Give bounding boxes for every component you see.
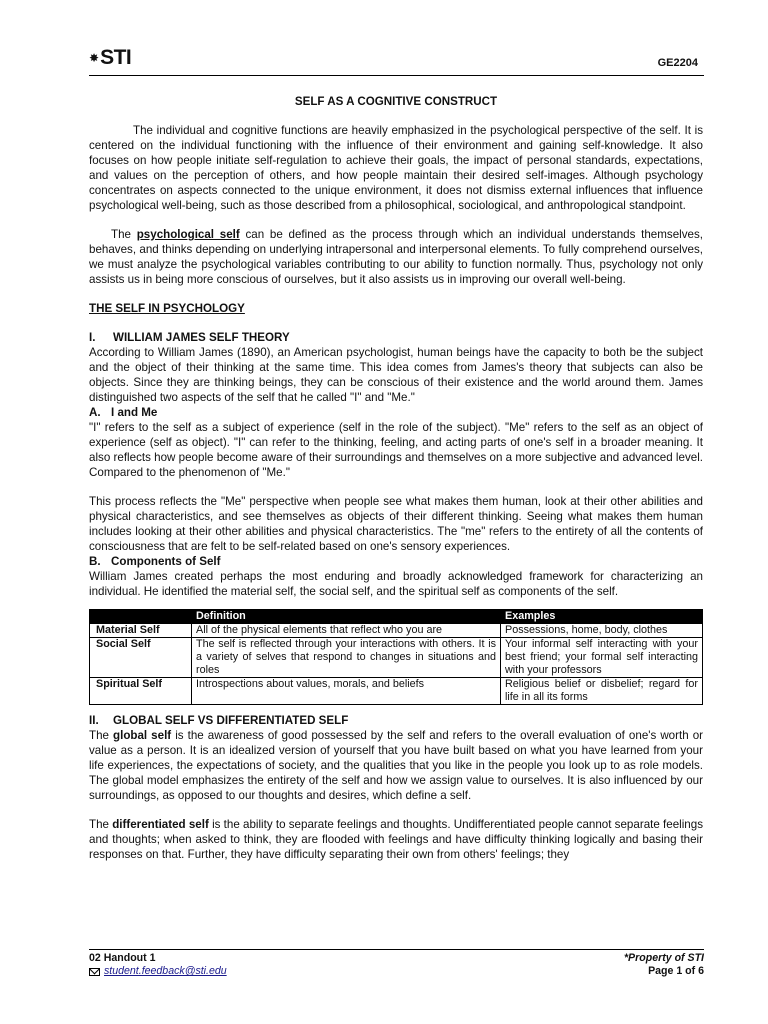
table-row [90, 678, 703, 705]
heading-william-james: I. WILLIAM JAMES SELF THEORY [89, 331, 290, 344]
i-and-me-paragraph-1: "I" refers to the self as a subject of experience (self in the role of the subject). "Me" refers to the self as an object of experience (self as object). "I" can refer to the thinking, feeling, and acting parts of one's self in a broader meaning. It also reflects how people become aware of their surroundings and themselves on a more subjective and advanced level. Compared to the phenomenon of "Me." [89, 421, 703, 479]
handout-label: 02 Handout 1 [89, 952, 156, 964]
table-cell-examples: Possessions, home, body, clothes [501, 624, 703, 638]
i-and-me-paragraph-2: This process reflects the "Me" perspective when people see what makes them human, look at their other abilities and physical characteristics, and see themselves as objects of their different thinking. Seeing what makes them human includes looking at their other abilities and physical characteristics. The "me" refers to the entirety of all the contents of consciousness that are felt to be self-related based on one's sensory experiences. [89, 495, 703, 553]
table-header-examples: Examples [501, 610, 703, 624]
subheading-components-of-self: B. Components of Self [89, 555, 221, 568]
logo-text: STI [100, 46, 132, 69]
footer-right [624, 952, 704, 978]
term-psychological-self: psychological self [136, 228, 240, 241]
table-header-row [90, 610, 703, 624]
table-row [90, 624, 703, 638]
william-james-paragraph: According to William James (1890), an American psychologist, human beings have the capacity to both be the subject and the object of their thinking at the same time. This idea comes from James's theory that subjects can also be objects. Since they are thinking beings, they can be conscious of their existence and the world around them. James distinguished two aspects of the self that he called "I" and "Me." [89, 346, 703, 404]
intro-paragraph-1: The individual and cognitive functions are heavily emphasized in the psychological perspective of the self. It is centered on the individual functioning with the influence of their environment and gaining self-knowledge. It also focuses on how people initiate self-regulation to achieve their goals, the impact of personal standards, expectations, and values on the perception of others, and how people maintain their desired self-images. Although psychology concentrates on aspects connected to the unique environment, it does not dismiss external influences that influence psychological well-being, such as those described from a philosophical, sociological, and anthropological standpoint. [89, 124, 703, 212]
row-label-material-self: Material Self [90, 624, 192, 638]
sti-logo [89, 47, 131, 69]
table-header-definition: Definition [192, 610, 501, 624]
document-title: SELF AS A COGNITIVE CONSTRUCT [294, 95, 498, 108]
footer-divider [89, 949, 704, 950]
components-paragraph: William James created perhaps the most enduring and broadly acknowledged framework for characterizing an individual. He identified the material self, the social self, and the spiritual self as components of the self. [89, 570, 703, 598]
row-label-social-self: Social Self [90, 638, 192, 678]
email-row [89, 965, 227, 978]
logo-burst-icon: ✸ [89, 51, 100, 65]
footer-left [89, 952, 227, 978]
subheading-i-and-me: A. I and Me [89, 406, 158, 419]
term-global-self: global self [113, 729, 172, 742]
heading-global-vs-differentiated: II. GLOBAL SELF VS DIFFERENTIATED SELF [89, 714, 349, 727]
term-differentiated-self: differentiated self [112, 818, 209, 831]
section-heading-self-in-psychology: THE SELF IN PSYCHOLOGY [89, 302, 245, 315]
intro-paragraph-2: The psychological self can be defined as the process through which an individual understands themselves, behaves, and thinks depending on underlying intrapersonal and interpersonal elements. To fully comprehend ourselves, we must analyze the psychological variables contributing to our ability to function normally. Thus, psychology not only assists us in being more conscious of ourselves, but it also assists us in improving our overall well-being. [89, 228, 703, 286]
course-code: GE2204 [657, 57, 698, 69]
global-self-paragraph: The global self is the awareness of good possessed by the self and refers to the overall evaluation of one's worth or value as a person. It is an idealized version of yourself that you have built based on what you have learned from your life experiences, the expectations of society, and the qualities that you like in the people you look up to as role models. The global model emphasizes the entirety of the self and how we assign value to ourselves. It is also influenced by our surroundings, as opposed to our thoughts and desires, which define a self. [89, 729, 704, 802]
property-notice: *Property of STI [623, 952, 704, 964]
header-divider [89, 75, 704, 76]
mail-icon [89, 968, 100, 976]
feedback-email-link[interactable]: student.feedback@sti.edu [104, 965, 227, 977]
row-label-spiritual-self: Spiritual Self [90, 678, 192, 705]
table-cell-definition: All of the physical elements that reflect who you are [192, 624, 501, 638]
table-row [90, 638, 703, 678]
table-cell-definition: The self is reflected through your interactions with others. It is a variety of selves that respond to changes in situations and roles [192, 638, 501, 678]
table-cell-examples: Religious belief or disbelief; regard for life in all its forms [501, 678, 703, 705]
table-cell-examples: Your informal self interacting with your best friend; your formal self interacting with your professors [501, 638, 703, 678]
table-header-blank [90, 610, 192, 624]
document-body [89, 92, 703, 862]
page-number: Page 1 of 6 [648, 965, 704, 977]
table-cell-definition: Introspections about values, morals, and beliefs [192, 678, 501, 705]
differentiated-self-paragraph: The differentiated self is the ability to separate feelings and thoughts. Undifferentiated people cannot separate feelings and thoughts; when asked to think, they are flooded with feelings and have difficulty thinking logically and basing their responses on that. Further, they have difficulty separating their own from others' feelings; they [89, 818, 703, 861]
components-table [89, 609, 703, 705]
